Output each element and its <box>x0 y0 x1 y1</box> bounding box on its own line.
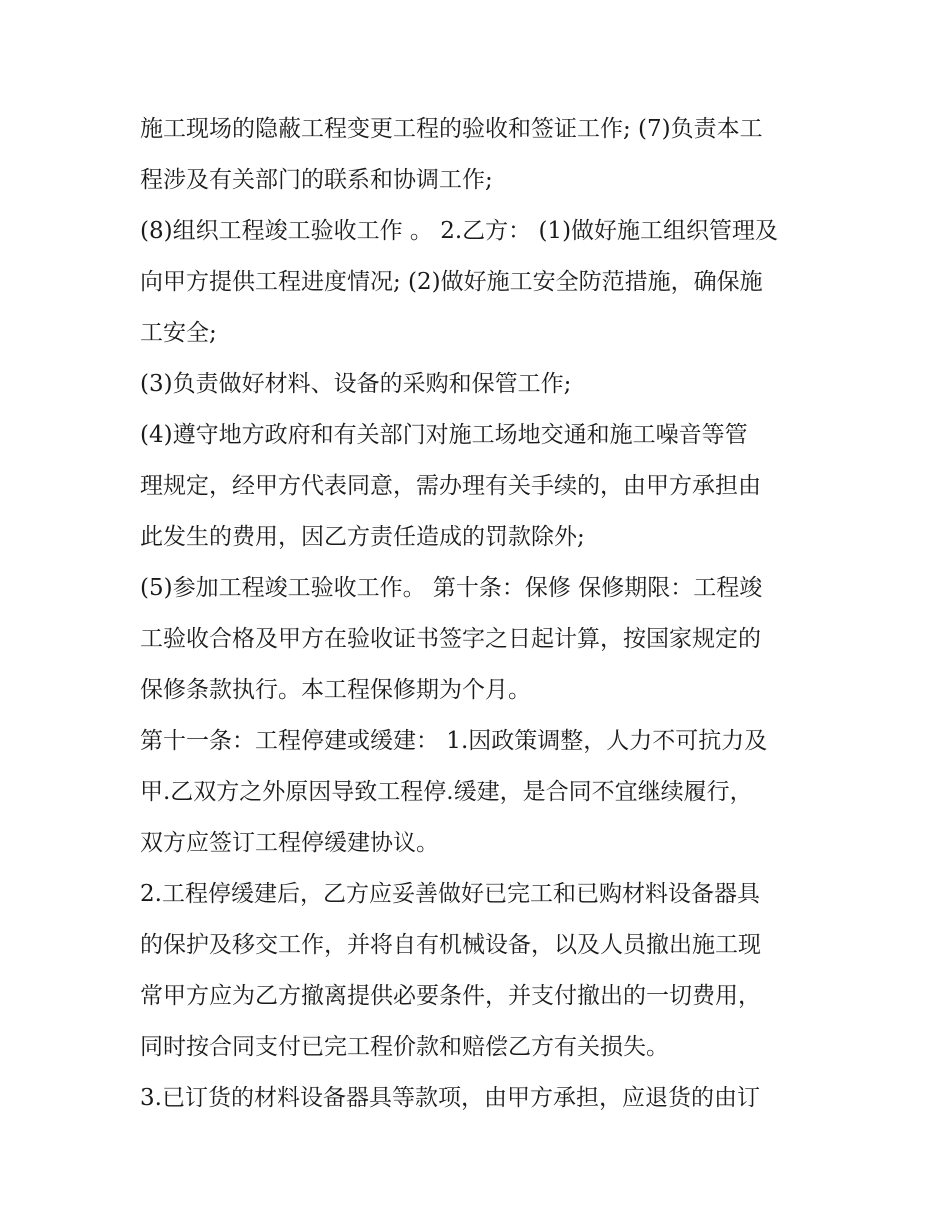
text-line: 双方应签订工程停缓建协议。 <box>140 830 439 856</box>
text-line: 施工现场的隐蔽工程变更工程的验收和签证工作; (7)负责本工 <box>140 116 763 142</box>
text-line: 2.工程停缓建后，乙方应妥善做好已完工和已购材料设备器具 <box>140 881 760 907</box>
text-line: 保修条款执行。本工程保修期为个月。 <box>140 677 531 703</box>
text-line: 此发生的费用，因乙方责任造成的罚款除外; <box>140 524 585 550</box>
text-line: (4)遵守地方政府和有关部门对施工场地交通和施工噪音等管 <box>140 422 748 448</box>
text-line: 同时按合同支付已完工程价款和赔偿乙方有关损失。 <box>140 1034 669 1060</box>
text-line: (3)负责做好材料、设备的采购和保管工作; <box>140 371 572 397</box>
text-line: 程涉及有关部门的联系和协调工作; <box>140 167 493 193</box>
text-line: (8)组织工程竣工验收工作 。 2.乙方： (1)做好施工组织管理及 <box>140 218 779 244</box>
text-line: 向甲方提供工程进度情况; (2)做好施工安全防范措施，确保施 <box>140 269 763 295</box>
text-line: 第十一条：工程停建或缓建： 1.因政策调整，人力不可抗力及 <box>140 728 768 754</box>
text-line: 工验收合格及甲方在验收证书签字之日起计算，按国家规定的 <box>140 626 761 652</box>
document-body <box>140 104 820 1124</box>
text-line: 甲.乙双方之外原因导致工程停.缓建，是合同不宜继续履行， <box>140 779 753 805</box>
text-line: 理规定，经甲方代表同意，需办理有关手续的，由甲方承担由 <box>140 473 761 499</box>
text-line: 常甲方应为乙方撤离提供必要条件，并支付撤出的一切费用， <box>140 983 761 1009</box>
text-line: 的保护及移交工作，并将自有机械设备，以及人员撤出施工现 <box>140 932 761 958</box>
text-line: 3.已订货的材料设备器具等款项，由甲方承担，应退货的由订 <box>140 1085 760 1111</box>
text-line: (5)参加工程竣工验收工作。 第十条：保修 保修期限：工程竣 <box>140 575 763 601</box>
text-line: 工安全; <box>140 320 217 346</box>
